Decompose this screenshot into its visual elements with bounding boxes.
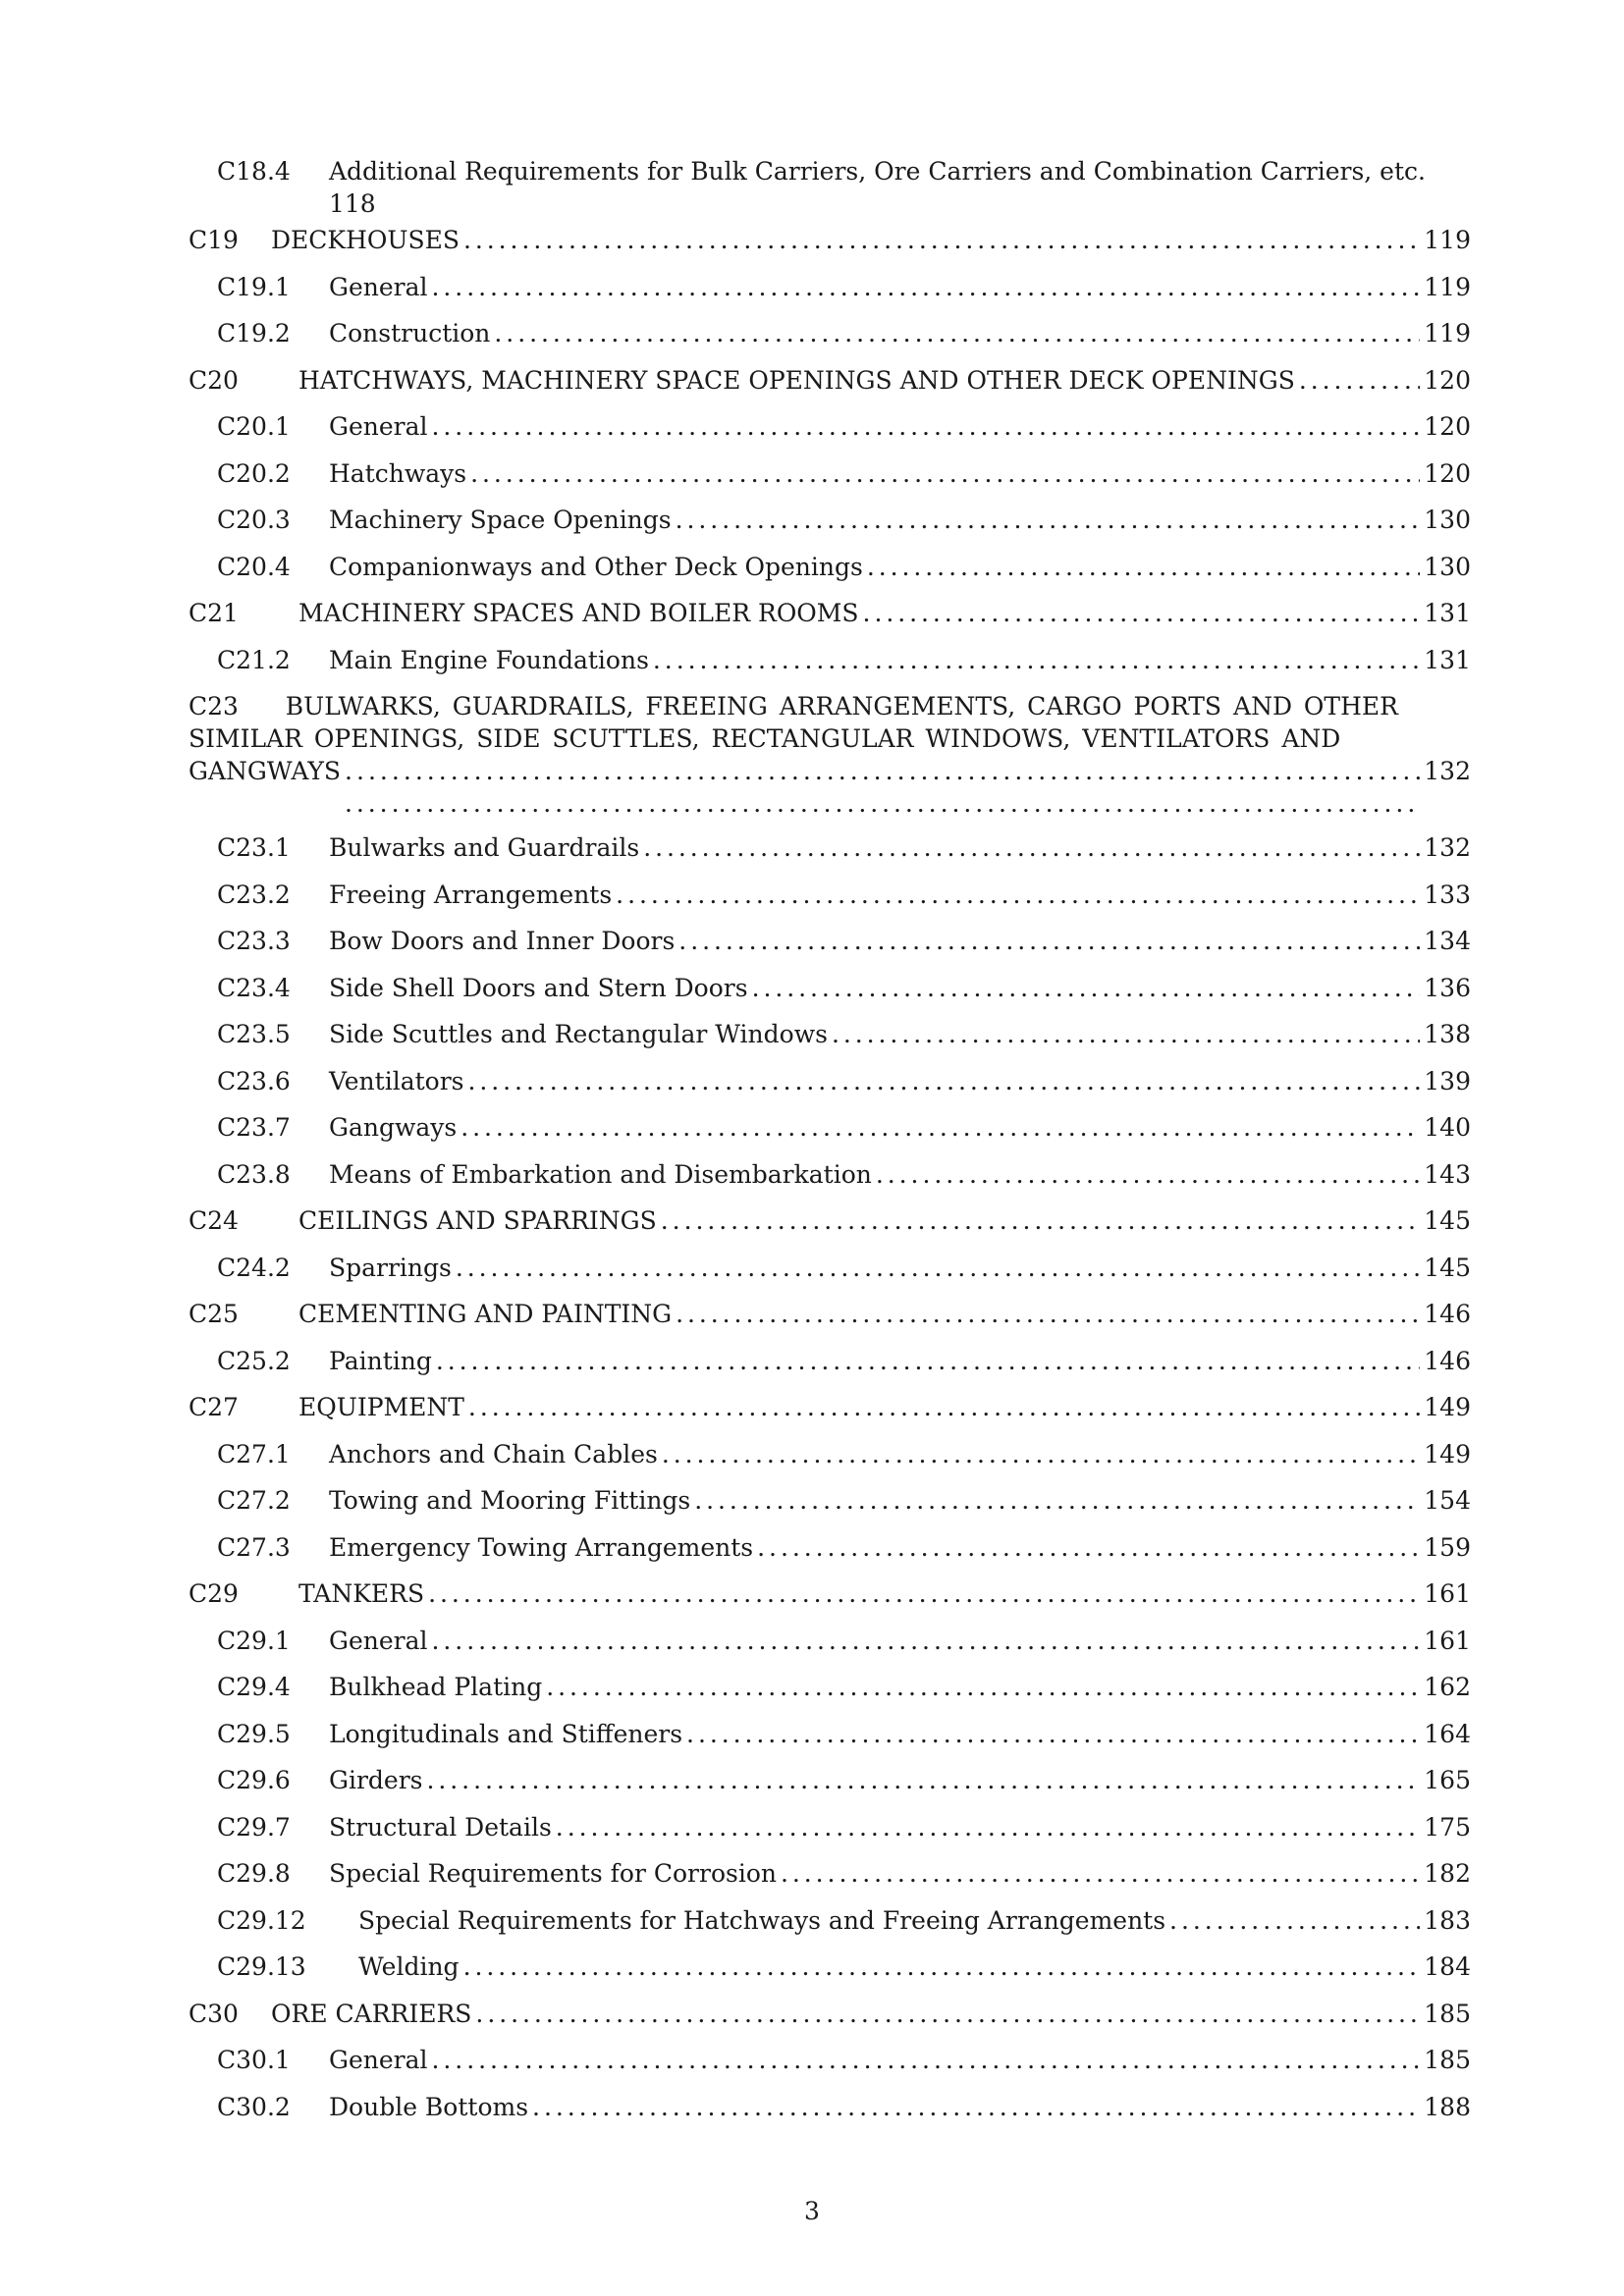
toc-section-c27-2[interactable] xyxy=(189,1484,1471,1531)
toc-entry-page: 161 xyxy=(1424,1626,1471,1655)
toc-entry-title: Bow Doors and Inner Doors xyxy=(329,927,676,955)
toc-entry-number: C21.2 xyxy=(217,645,291,674)
dot-leader xyxy=(1299,364,1420,397)
toc-section-c20-1[interactable] xyxy=(189,410,1471,457)
toc-entry-number: C20.1 xyxy=(217,412,291,441)
toc-chapter-c25[interactable] xyxy=(189,1298,1471,1345)
dot-leader xyxy=(428,1577,1420,1610)
toc-entry-number: C20 xyxy=(189,365,239,395)
toc-entry-title: Gangways xyxy=(329,1113,458,1142)
toc-section-c29-4[interactable] xyxy=(189,1671,1471,1718)
toc-entry-title: DECKHOUSES xyxy=(271,226,460,254)
toc-entry-number: C23.6 xyxy=(217,1066,291,1095)
dot-leader xyxy=(832,1018,1420,1050)
toc-entry-page: 162 xyxy=(1424,1673,1471,1701)
toc-entry-number: C24.2 xyxy=(217,1253,291,1282)
table-of-contents xyxy=(189,155,1471,2137)
toc-entry-number: C20.3 xyxy=(217,506,291,534)
dot-leader xyxy=(460,1111,1420,1144)
toc-entry-title-line3: GANGWAYS . . . 132 xyxy=(189,755,1471,820)
toc-section-c23-7[interactable] xyxy=(189,1111,1471,1158)
dot-leader xyxy=(463,224,1420,256)
dot-leader xyxy=(876,1158,1420,1191)
dot-leader xyxy=(643,831,1420,864)
toc-entry-title: Structural Details xyxy=(329,1812,552,1842)
toc-section-c23-8[interactable] xyxy=(189,1158,1471,1205)
toc-section-c29-1[interactable] xyxy=(189,1625,1471,1672)
toc-entry-number: C27.1 xyxy=(217,1439,291,1468)
toc-entry-number: C19 xyxy=(189,226,239,254)
toc-entry-title: Bulwarks and Guardrails xyxy=(329,833,640,862)
toc-entry-page: 161 xyxy=(1424,1579,1471,1608)
toc-entry-page: 185 xyxy=(1424,2046,1471,2074)
toc-entry-number: C19.2 xyxy=(217,319,291,347)
toc-entry-title: Longitudinals and Stiffeners xyxy=(329,1719,683,1748)
toc-section-c29-8[interactable] xyxy=(189,1857,1471,1904)
toc-entry-title: Special Requirements for Corrosion xyxy=(329,1859,777,1888)
toc-section-c29-6[interactable] xyxy=(189,1764,1471,1811)
toc-section-c19-1[interactable] xyxy=(189,271,1471,318)
dot-leader xyxy=(432,2044,1421,2076)
toc-section-c20-4[interactable] xyxy=(189,551,1471,598)
toc-entry-page: 120 xyxy=(1424,412,1471,441)
toc-entry-title: Special Requirements for Hatchways and Freeing Arrangements xyxy=(358,1905,1166,1935)
toc-entry-page: 140 xyxy=(1424,1113,1471,1142)
toc-section-c19-2[interactable] xyxy=(189,317,1471,364)
toc-entry-page: 138 xyxy=(1424,1020,1471,1048)
toc-entry-page: 185 xyxy=(1424,1999,1471,2028)
dot-leader xyxy=(463,1950,1421,1983)
toc-entry-title: Towing and Mooring Fittings xyxy=(329,1486,691,1515)
dot-leader xyxy=(686,1718,1420,1750)
toc-entry-page: 154 xyxy=(1424,1486,1471,1515)
toc-entry-title: HATCHWAYS, MACHINERY SPACE OPENINGS AND OTHER DECK OPENINGS xyxy=(298,365,1295,395)
toc-entry-title: CEMENTING AND PAINTING xyxy=(298,1300,673,1328)
dot-leader xyxy=(475,1998,1420,2030)
toc-entry-number: C23.5 xyxy=(217,1020,291,1048)
toc-section-c30-2[interactable] xyxy=(189,2091,1471,2138)
toc-entry-number: C29.13 xyxy=(217,1952,306,1981)
toc-section-c23-1[interactable] xyxy=(189,831,1471,879)
toc-entry-page: 131 xyxy=(1424,599,1471,627)
toc-entry-number: C30.1 xyxy=(217,2046,291,2074)
toc-chapter-c21[interactable] xyxy=(189,597,1471,644)
toc-section-c27-3[interactable] xyxy=(189,1531,1471,1578)
toc-entry-number: C29.7 xyxy=(217,1812,291,1842)
toc-chapter-c23[interactable] xyxy=(189,690,1471,820)
toc-entry-title: General xyxy=(329,272,428,301)
dot-leader xyxy=(653,644,1420,676)
toc-entry-number: C23.8 xyxy=(217,1159,291,1189)
toc-entry-title: MACHINERY SPACES AND BOILER ROOMS xyxy=(298,599,859,627)
dot-leader xyxy=(867,551,1420,583)
toc-entry-number: C23 xyxy=(189,692,239,721)
dot-leader xyxy=(863,597,1421,629)
toc-section-c29-13[interactable] xyxy=(189,1950,1471,1998)
dot-leader xyxy=(436,1345,1420,1377)
toc-section-c23-5[interactable] xyxy=(189,1018,1471,1065)
dot-leader xyxy=(432,410,1421,443)
toc-entry-title-line1: C23 BULWARKS, GUARDRAILS, FREEING ARRANGEMENTS, CARGO PORTS AND OTHER xyxy=(189,692,1398,721)
toc-entry-title: General xyxy=(329,2046,428,2074)
toc-section-c29-7[interactable] xyxy=(189,1811,1471,1858)
toc-entry-page: 132 xyxy=(1424,833,1471,862)
toc-entry-number: C29.1 xyxy=(217,1626,291,1655)
toc-entry-page: 146 xyxy=(1424,1346,1471,1375)
dot-leader xyxy=(661,1204,1421,1237)
toc-entry-title: Ventilators xyxy=(329,1066,464,1095)
toc-chapter-c20[interactable] xyxy=(189,364,1471,411)
toc-entry-title: Painting xyxy=(329,1346,432,1375)
dot-leader xyxy=(676,1298,1420,1330)
toc-entry-number: C27.3 xyxy=(217,1532,291,1562)
toc-entry-title: Machinery Space Openings xyxy=(329,506,672,534)
toc-entry-page: 149 xyxy=(1424,1393,1471,1421)
dot-leader xyxy=(752,972,1421,1004)
toc-section-c21-2[interactable] xyxy=(189,644,1471,691)
toc-entry-page: 136 xyxy=(1424,973,1471,1002)
toc-chapter-c29[interactable] xyxy=(189,1577,1471,1625)
dot-leader xyxy=(676,504,1421,536)
toc-section-c23-2[interactable] xyxy=(189,879,1471,926)
toc-entry-title: Freeing Arrangements xyxy=(329,880,613,909)
dot-leader xyxy=(678,925,1420,957)
toc-entry-page: 118 xyxy=(329,189,376,218)
toc-entry-number: C29 xyxy=(189,1579,239,1608)
toc-entry-number: C20.2 xyxy=(217,458,291,488)
toc-section-c23-4[interactable] xyxy=(189,972,1471,1019)
toc-entry-number: C24 xyxy=(189,1206,239,1235)
toc-entry-number: C19.1 xyxy=(217,272,291,301)
toc-entry-title: CEILINGS AND SPARRINGS xyxy=(298,1206,657,1235)
dot-leader xyxy=(456,1252,1420,1284)
toc-entry-number: C23.4 xyxy=(217,973,291,1002)
toc-entry-number: C23.3 xyxy=(217,927,291,955)
dot-leader xyxy=(470,457,1420,490)
toc-entry-title: General xyxy=(329,1626,428,1655)
toc-entry-title: Additional Requirements for Bulk Carriers, Ore Carriers and Combination Carriers, etc. xyxy=(329,157,1426,186)
toc-entry-page: 132 xyxy=(1424,757,1471,785)
toc-entry-page: 182 xyxy=(1424,1859,1471,1888)
toc-entry-page: 130 xyxy=(1424,506,1471,534)
toc-section-c25-2[interactable] xyxy=(189,1345,1471,1392)
dot-leader xyxy=(532,2091,1420,2123)
toc-entry-page: 188 xyxy=(1424,2092,1471,2121)
toc-entry-page: 183 xyxy=(1424,1905,1471,1935)
toc-chapter-c30[interactable] xyxy=(189,1998,1471,2045)
toc-section-c27-1[interactable] xyxy=(189,1438,1471,1485)
toc-entry-number: C29.12 xyxy=(217,1905,306,1935)
toc-entry-title-line2: SIMILAR OPENINGS, SIDE SCUTTLES, RECTANGULAR WINDOWS, VENTILATORS AND xyxy=(189,724,1341,753)
toc-section-c23-3[interactable] xyxy=(189,925,1471,972)
toc-entry-page: 120 xyxy=(1424,365,1471,395)
dot-leader xyxy=(467,1065,1420,1097)
toc-entry-page: 184 xyxy=(1424,1952,1471,1981)
dot-leader xyxy=(662,1438,1420,1470)
dot-leader xyxy=(432,271,1421,303)
toc-entry-number: C29.4 xyxy=(217,1673,291,1701)
toc-entry-title: Means of Embarkation and Disembarkation xyxy=(329,1159,872,1189)
toc-section-c20-3[interactable] xyxy=(189,504,1471,551)
toc-entry-number: C25.2 xyxy=(217,1346,291,1375)
toc-entry-title: General xyxy=(329,412,428,441)
toc-entry-title: Double Bottoms xyxy=(329,2092,529,2121)
toc-entry-title: EQUIPMENT xyxy=(298,1393,464,1421)
toc-entry-page: 159 xyxy=(1424,1532,1471,1562)
toc-entry-page: 149 xyxy=(1424,1439,1471,1468)
toc-entry-title: Emergency Towing Arrangements xyxy=(329,1532,754,1562)
toc-entry-title: Construction xyxy=(329,319,491,347)
toc-chapter-c19[interactable] xyxy=(189,224,1471,271)
toc-entry-number: C25 xyxy=(189,1300,239,1328)
toc-entry-number: C23.1 xyxy=(217,833,291,862)
toc-entry-number: C30 xyxy=(189,1999,239,2028)
toc-entry-number: C23.7 xyxy=(217,1113,291,1142)
toc-entry-title: Main Engine Foundations xyxy=(329,645,649,674)
toc-entry-page: 119 xyxy=(1424,319,1471,347)
toc-entry-page: 119 xyxy=(1424,226,1471,254)
toc-entry-title: Bulkhead Plating xyxy=(329,1673,543,1701)
toc-entry-page: 145 xyxy=(1424,1206,1471,1235)
dot-leader xyxy=(427,1764,1421,1796)
toc-section-c23-6[interactable] xyxy=(189,1065,1471,1112)
toc-entry-title: TANKERS xyxy=(298,1579,425,1608)
toc-entry-page: 133 xyxy=(1424,880,1471,909)
toc-entry-page: 130 xyxy=(1424,552,1471,581)
toc-entry-number: C20.4 xyxy=(217,552,291,581)
toc-entry-title: Side Shell Doors and Stern Doors xyxy=(329,973,748,1002)
toc-entry-title: ORE CARRIERS xyxy=(271,1999,472,2028)
toc-section-c29-12[interactable] xyxy=(189,1904,1471,1951)
toc-entry-title: Companionways and Other Deck Openings xyxy=(329,552,863,581)
toc-entry-number: C30.2 xyxy=(217,2092,291,2121)
toc-section-c20-2[interactable] xyxy=(189,457,1471,505)
toc-entry-title: Welding xyxy=(358,1952,460,1981)
toc-entry-c18-4[interactable] xyxy=(189,155,1471,220)
toc-entry-number: C21 xyxy=(189,599,239,627)
dot-leader xyxy=(757,1531,1420,1564)
toc-chapter-c24[interactable] xyxy=(189,1204,1471,1252)
dot-leader xyxy=(546,1671,1420,1703)
toc-entry-number: C23.2 xyxy=(217,880,291,909)
toc-entry-page: 146 xyxy=(1424,1300,1471,1328)
page-number: 3 xyxy=(804,2197,820,2225)
dot-leader xyxy=(781,1857,1420,1890)
toc-entry-number: C18.4 xyxy=(217,157,291,186)
toc-entry-page: 120 xyxy=(1424,458,1471,488)
dot-leader xyxy=(616,879,1420,911)
toc-entry-number: C27 xyxy=(189,1393,239,1421)
toc-section-c29-5[interactable] xyxy=(189,1718,1471,1765)
toc-entry-page: 175 xyxy=(1424,1812,1471,1842)
toc-entry-page: 131 xyxy=(1424,645,1471,674)
toc-entry-title: Anchors and Chain Cables xyxy=(329,1439,658,1468)
toc-entry-page: 164 xyxy=(1424,1719,1471,1748)
toc-entry-title: Side Scuttles and Rectangular Windows xyxy=(329,1020,828,1048)
dot-leader xyxy=(468,1391,1420,1423)
toc-section-c30-1[interactable] xyxy=(189,2044,1471,2091)
toc-entry-page: 134 xyxy=(1424,927,1471,955)
toc-entry-page: 143 xyxy=(1424,1159,1471,1189)
dot-leader xyxy=(494,317,1420,349)
toc-entry-page: 139 xyxy=(1424,1066,1471,1095)
dot-leader xyxy=(1169,1904,1420,1937)
toc-entry-page: 145 xyxy=(1424,1253,1471,1282)
toc-entry-title: Hatchways xyxy=(329,458,467,488)
toc-entry-number: C29.8 xyxy=(217,1859,291,1888)
toc-section-c24-2[interactable] xyxy=(189,1252,1471,1299)
toc-entry-page: 119 xyxy=(1424,272,1471,301)
dot-leader xyxy=(432,1625,1421,1657)
dot-leader xyxy=(694,1484,1420,1517)
toc-entry-page: 165 xyxy=(1424,1766,1471,1794)
toc-entry-number: C29.6 xyxy=(217,1766,291,1794)
toc-entry-number: C29.5 xyxy=(217,1719,291,1748)
toc-chapter-c27[interactable] xyxy=(189,1391,1471,1438)
toc-entry-title: Girders xyxy=(329,1766,423,1794)
dot-leader xyxy=(345,755,1420,820)
toc-entry-title: Sparrings xyxy=(329,1253,452,1282)
dot-leader xyxy=(556,1811,1420,1843)
toc-entry-number: C27.2 xyxy=(217,1486,291,1515)
